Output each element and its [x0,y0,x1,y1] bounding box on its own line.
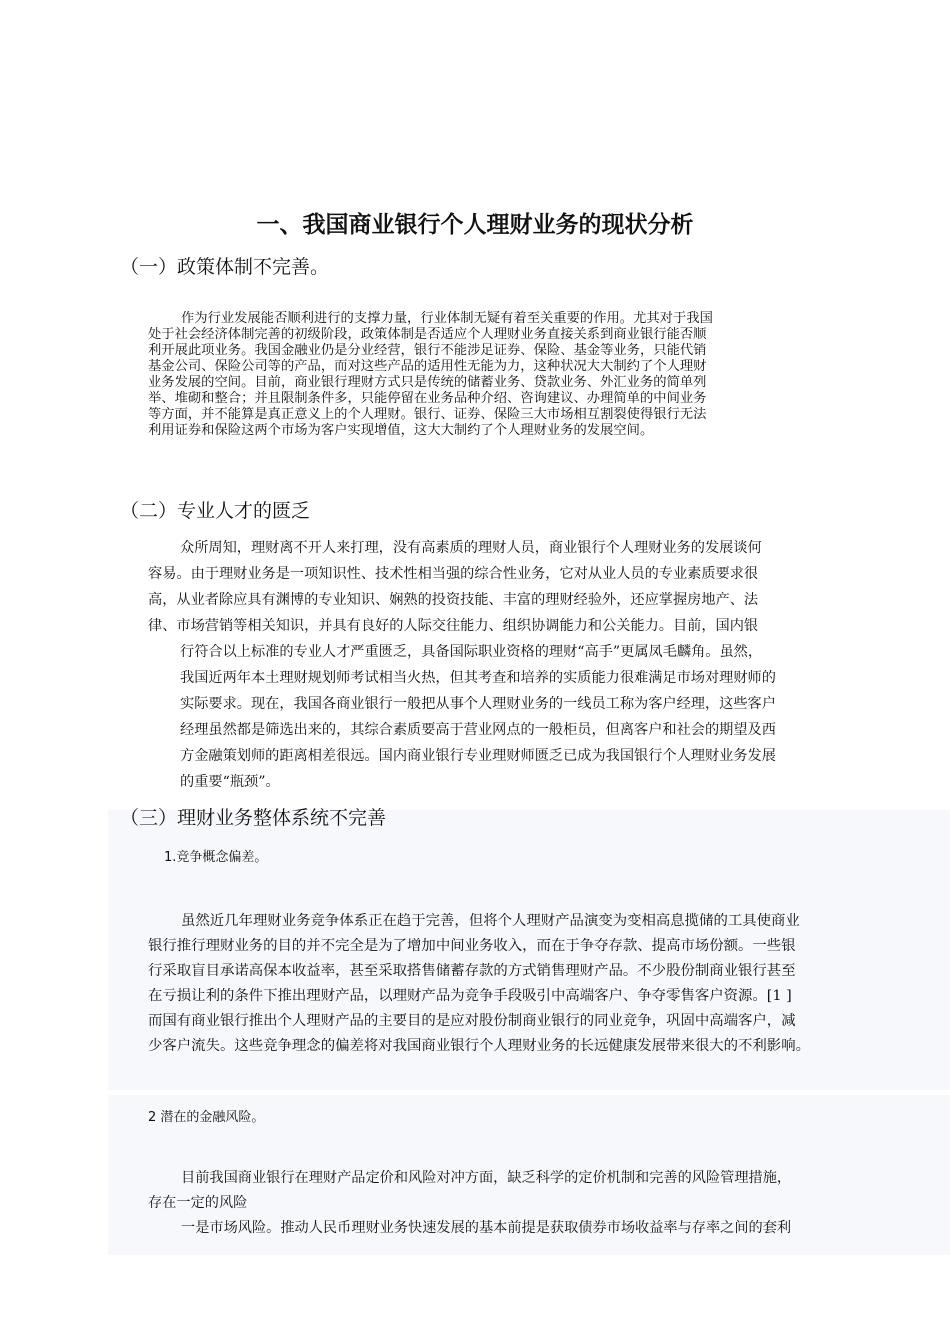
paragraph-line: 高，从业者除应具有渊博的专业知识、娴熟的投资技能、丰富的理财经验外，还应掌握房地产、法 [148,592,759,608]
paragraph-line: 作为行业发展能否顺利进行的支撑力量，行业体制无疑有着至关重要的作用。尤其对于我国 [181,311,713,326]
paragraph-line: 存在一定的风险 [148,1195,248,1211]
paragraph-line: 而国有商业银行推出个人理财产品的主要目的是应对股份制商业银行的同业竞争，巩固中高端客户，减 [148,1013,796,1029]
paragraph-line: 等方面，并不能算是真正意义上的个人理财。银行、证券、保险三大市场相互割裂使得银行无法 [148,407,707,422]
paragraph-line: 银行推行理财业务的目的并不完全是为了增加中间业务收入，而在于争夺存款、提高市场份额。一些银 [148,938,796,954]
paragraph-line: 少客户流失。这些竞争理念的偏差将对我国商业银行个人理财业务的长远健康发展带来很大的不利影响。 [148,1038,810,1054]
paragraph-line: 经理虽然都是筛选出来的，其综合素质要高于营业网点的一般柜员，但离客户和社会的期望及西 [180,722,776,738]
paragraph-line: 方金融策划师的距离相差很远。国内商业银行专业理财师匮乏已成为我国银行个人理财业务发展 [180,748,776,764]
subsection-heading-1: 1.竞争概念偏差。 [164,850,268,865]
paragraph-line: 在亏损让利的条件下推出理财产品，以理财产品为竞争手段吸引中高端客户、争夺零售客户资源。[1 ] [148,988,792,1004]
page-title: 一、我国商业银行个人理财业务的现状分析 [256,212,694,238]
paragraph-line: 容易。由于理财业务是一项知识性、技术性相当强的综合性业务，它对从业人员的专业素质要求很 [148,566,759,582]
paragraph-line: 业务发展的空间。目前，商业银行理财方式只是传统的储蓄业务、贷款业务、外汇业务的简单列 [148,375,707,390]
paragraph-line: 行符合以上标准的专业人才严重匮乏，具备国际职业资格的理财“高手”更属凤毛麟角。虽然， [180,644,763,660]
paragraph-line: 虽然近几年理财业务竞争体系正在趋于完善，但将个人理财产品演变为变相高息揽储的工具使商业 [181,913,800,929]
subsection-2-paragraph [148,1166,918,1241]
section-heading-2: （二）专业人才的匮乏 [120,500,311,522]
paragraph-line: 处于社会经济体制完善的初级阶段，政策体制是否适应个人理财业务直接关系到商业银行能否顺 [148,327,707,342]
paragraph-line: 一是市场风险。推动人民币理财业务快速发展的基本前提是获取债券市场收益率与存率之间的套利 [181,1220,792,1236]
paragraph-line: 行采取盲目承诺高保本收益率，甚至采取搭售储蓄存款的方式销售理财产品。不少股份制商业银行甚至 [148,963,796,979]
section-heading-1: （一）政策体制不完善。 [120,256,330,278]
paragraph-line: 的重要“瓶颈”。 [180,774,280,790]
subsection-heading-2: 2 潜在的金融风险。 [148,1110,265,1125]
section-1-paragraph [148,311,868,439]
paragraph-line: 律、市场营销等相关知识，并具有良好的人际交往能力、组织协调能力和公关能力。目前，国内银 [148,618,759,634]
paragraph-line: 我国近两年本土理财规划师考试相当火热，但其考查和培养的实质能力很难满足市场对理财师的 [180,670,776,686]
paragraph-line: 利用证券和保险这两个市场为客户实现增值，这大大制约了个人理财业务的发展空间。 [148,423,654,438]
paragraph-line: 举、堆砌和整合；并且限制条件多，只能停留在业务品种介绍、咨询建议、办理简单的中间业务 [148,391,707,406]
paragraph-line: 目前我国商业银行在理财产品定价和风险对冲方面，缺乏科学的定价机制和完善的风险管理措施， [181,1170,792,1186]
section-2-paragraph [148,535,888,795]
paragraph-line: 基金公司、保险公司等的产品，而对这些产品的适用性无能为力，这种状况大大制约了个人理财 [148,359,707,374]
paragraph-line: 利开展此项业务。我国金融业仍是分业经营，银行不能涉足证券、保险、基金等业务，只能代销 [148,343,707,358]
subsection-1-paragraph [148,909,928,1059]
section-heading-3: （三）理财业务整体系统不完善 [120,807,387,829]
paragraph-line: 实际要求。现在，我国各商业银行一般把从事个人理财业务的一线员工称为客户经理，这些客户 [180,696,776,712]
paragraph-line: 众所周知，理财离不开人来打理，没有高素质的理财人员，商业银行个人理财业务的发展谈何 [180,540,762,556]
